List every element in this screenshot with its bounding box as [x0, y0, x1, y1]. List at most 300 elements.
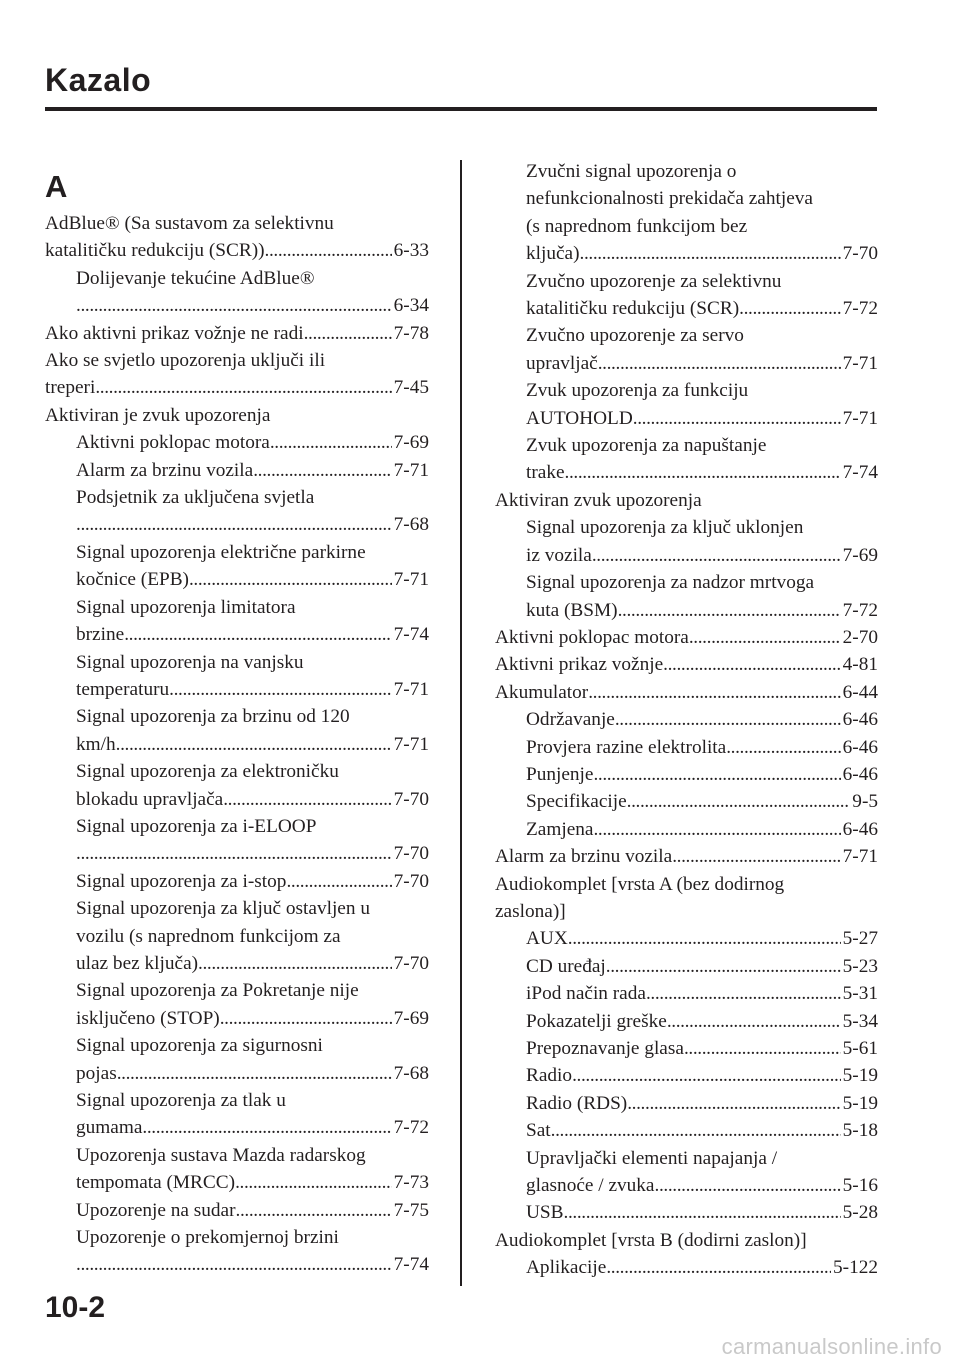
dot-leader: [117, 1060, 392, 1087]
entry-text: Aktivni poklopac motora: [495, 626, 689, 648]
index-entry: [495, 871, 878, 926]
entry-text: temperaturu: [76, 678, 170, 700]
index-entry-body: [45, 484, 429, 539]
entry-text: Signal upozorenja za i-stop: [76, 870, 287, 892]
entry-text: Upozorenje o prekomjernoj brzini: [76, 1227, 339, 1249]
entry-text: Alarm za brzinu vozila: [76, 459, 254, 481]
page-reference: 6-44: [842, 681, 878, 703]
entry-text: Signal upozorenja za i-ELOOP: [76, 815, 317, 837]
entry-text: iz vozila: [526, 544, 592, 566]
entry-text: Aktivni poklopac motora: [76, 432, 270, 454]
entry-line: [526, 432, 878, 459]
entry-text: treperi: [45, 377, 96, 399]
entry-line: [76, 703, 429, 730]
entry-line: [76, 1197, 429, 1224]
entry-text: (s naprednom funkcijom bez: [526, 215, 748, 237]
entry-text: Aktiviran je zvuk upozorenja: [45, 404, 271, 426]
page-reference: 7-74: [393, 1254, 429, 1276]
index-entry-body: [495, 953, 878, 980]
entry-line: [526, 788, 878, 815]
index-entry: [495, 953, 878, 980]
entry-line: [76, 649, 429, 676]
entry-line: [76, 786, 429, 813]
page-reference: 7-72: [842, 298, 878, 320]
entry-text: kočnice (EPB): [76, 569, 189, 591]
index-entry-body: [495, 1035, 878, 1062]
entry-line: [526, 1062, 878, 1089]
entry-line: [526, 734, 878, 761]
entry-line: [526, 925, 878, 952]
index-entry: [495, 706, 878, 733]
entry-text: katalitičku redukciju (SCR): [526, 298, 740, 320]
index-entry: [495, 1062, 878, 1089]
index-entry: [495, 624, 878, 651]
entry-line: [76, 265, 429, 292]
dot-leader: [124, 621, 391, 648]
entry-line: [76, 1060, 429, 1087]
index-entry-body: [45, 539, 429, 594]
dot-leader: [588, 679, 840, 706]
index-entry: [45, 1142, 429, 1197]
entry-line: [526, 213, 878, 240]
index-entry-body: [45, 265, 429, 320]
index-entry-body: [45, 758, 429, 813]
entry-text: Audiokomplet [vrsta B (dodirni zaslon)]: [495, 1229, 807, 1251]
entry-text: Ako aktivni prikaz vožnje ne radi: [45, 322, 304, 344]
entry-line: [76, 731, 429, 758]
column-divider: [460, 160, 462, 1286]
entry-line: [526, 185, 878, 212]
entry-text: Signal upozorenja na vanjsku: [76, 651, 304, 673]
entry-line: [76, 539, 429, 566]
page-reference: 5-27: [842, 928, 878, 950]
index-entry: [45, 210, 429, 265]
entry-line: [76, 923, 429, 950]
entry-text: Signal upozorenja za elektroničku: [76, 761, 339, 783]
entry-text: Provjera razine elektrolita: [526, 736, 727, 758]
dot-leader: [142, 1114, 391, 1141]
index-entry-body: [495, 1199, 878, 1226]
entry-text: Alarm za brzinu vozila: [495, 846, 673, 868]
entry-line: [76, 977, 429, 1004]
entry-line: [526, 1254, 878, 1281]
entry-text: Aktiviran zvuk upozorenja: [495, 489, 702, 511]
dot-leader: [568, 925, 841, 952]
index-entry: [495, 651, 878, 678]
dot-leader: [663, 651, 841, 678]
entry-text: AUX: [526, 928, 568, 950]
entry-text: Radio (RDS): [526, 1092, 628, 1114]
index-entry: [495, 1035, 878, 1062]
page-reference: 2-70: [842, 626, 878, 648]
index-entry-body: [495, 158, 878, 268]
entry-line: [76, 429, 429, 456]
entry-text: Signal upozorenja za brzinu od 120: [76, 706, 350, 728]
entry-line: [76, 1169, 429, 1196]
dot-leader: [633, 405, 841, 432]
page-reference: 6-46: [842, 763, 878, 785]
index-entry: [495, 1254, 878, 1281]
index-entry-body: [45, 594, 429, 649]
page-reference: 5-18: [842, 1120, 878, 1142]
entry-line: [495, 679, 878, 706]
entry-text: Ako se svjetlo upozorenja uključi ili: [45, 350, 326, 372]
dot-leader: [564, 1199, 841, 1226]
index-entry-body: [495, 925, 878, 952]
entry-line: [526, 240, 878, 267]
entry-text: Signal upozorenja električne parkirne: [76, 541, 366, 563]
index-entry: [45, 895, 429, 977]
page-title: Kazalo: [45, 62, 152, 98]
entry-text: Upozorenje na sudar: [76, 1199, 236, 1221]
index-entry-body: [495, 377, 878, 432]
index-entry: [45, 813, 429, 868]
index-entry: [495, 1008, 878, 1035]
index-entry-body: [45, 977, 429, 1032]
dot-leader: [689, 624, 841, 651]
entry-line: [45, 237, 429, 264]
dot-leader: [253, 457, 391, 484]
page-reference: 4-81: [842, 654, 878, 676]
entry-line: [76, 594, 429, 621]
page-reference: 7-71: [393, 733, 429, 755]
index-entry: [495, 734, 878, 761]
entry-text: Upravljački elementi napajanja /: [526, 1147, 778, 1169]
entry-line: [76, 511, 429, 538]
dot-leader: [198, 950, 392, 977]
page-reference: 6-46: [842, 818, 878, 840]
page-reference: 7-74: [393, 624, 429, 646]
index-column-left: [45, 158, 429, 1279]
page-reference: 6-46: [842, 736, 878, 758]
entry-line: [526, 1172, 878, 1199]
index-entry: [45, 703, 429, 758]
index-entry: [45, 347, 429, 402]
entry-line: [526, 706, 878, 733]
index-entry-body: [495, 788, 878, 815]
page-reference: 5-19: [842, 1065, 878, 1087]
index-entry-body: [45, 1197, 429, 1224]
index-entry: [45, 265, 429, 320]
entry-text: USB: [526, 1202, 564, 1224]
index-entry: [45, 429, 429, 456]
index-entry: [45, 868, 429, 895]
entry-text: Održavanje: [526, 709, 615, 731]
entry-line: [76, 676, 429, 703]
entry-text: Specifikacije: [526, 791, 627, 813]
entry-text: nefunkcionalnosti prekidača zahtjeva: [526, 188, 813, 210]
index-entry-body: [495, 980, 878, 1007]
entry-line: [526, 1199, 878, 1226]
index-entry: [495, 377, 878, 432]
index-entry-body: [495, 1254, 878, 1281]
index-entry: [45, 1197, 429, 1224]
entry-line: [495, 624, 878, 651]
entry-line: [526, 1090, 878, 1117]
page-reference: 7-45: [393, 377, 429, 399]
entry-text: Signal upozorenja za tlak u: [76, 1090, 286, 1111]
index-entry-body: [45, 347, 429, 402]
index-entry-body: [495, 514, 878, 569]
entry-text: upravljač: [526, 352, 598, 374]
index-entry-body: [495, 624, 878, 651]
page-reference: 7-69: [393, 432, 429, 454]
dot-leader: [593, 816, 840, 843]
entry-line: [76, 1005, 429, 1032]
index-entry: [495, 1199, 878, 1226]
index-entry-body: [45, 457, 429, 484]
entry-text: Aktivni prikaz vožnje: [495, 654, 664, 676]
entry-line: [76, 840, 429, 867]
entry-line: [526, 405, 878, 432]
index-entry-body: [45, 813, 429, 868]
index-entry-body: [495, 761, 878, 788]
entry-line: [76, 566, 429, 593]
entry-text: glasnoće / zvuka: [526, 1175, 655, 1197]
entry-line: [526, 295, 878, 322]
entry-line: [526, 268, 878, 295]
entry-text: vozilu (s naprednom funkcijom za: [76, 925, 341, 947]
dot-leader: [615, 706, 841, 733]
index-entry-body: [495, 843, 878, 870]
index-entry: [495, 514, 878, 569]
entry-line: [45, 320, 429, 347]
index-entry: [495, 1117, 878, 1144]
entry-text: AUTOHOLD: [526, 407, 633, 429]
index-entry-body: [45, 402, 429, 429]
index-entry: [495, 158, 878, 268]
index-entry: [45, 649, 429, 704]
entry-line: [76, 950, 429, 977]
index-column-right: [495, 158, 878, 1282]
entry-text: kuta (BSM): [526, 599, 618, 621]
page-reference: 7-70: [393, 870, 429, 892]
dot-leader: [286, 868, 391, 895]
index-entry: [45, 594, 429, 649]
index-entry-body: [495, 1117, 878, 1144]
entry-text: Signal upozorenja za ključ uklonjen: [526, 517, 804, 539]
index-entry-body: [45, 429, 429, 456]
entry-text: Aplikacije: [526, 1257, 607, 1279]
entry-line: [495, 871, 878, 898]
entry-line: [76, 1224, 429, 1251]
entry-text: pojas: [76, 1062, 117, 1084]
index-entry-body: [45, 320, 429, 347]
dot-leader: [672, 843, 840, 870]
index-entry-body: [495, 1227, 878, 1254]
dot-leader: [116, 731, 392, 758]
entry-list: [45, 210, 429, 1279]
dot-leader: [304, 320, 392, 347]
page-reference: 7-72: [393, 1117, 429, 1139]
index-entry-body: [45, 210, 429, 265]
page-reference: 7-73: [393, 1172, 429, 1194]
entry-line: [76, 1142, 429, 1169]
index-entry-body: [45, 649, 429, 704]
entry-text: Pokazatelji greške: [526, 1010, 667, 1032]
index-entry: [495, 322, 878, 377]
dot-leader: [76, 840, 392, 867]
entry-list: [495, 158, 878, 1282]
entry-line: [76, 895, 429, 922]
entry-text: Signal upozorenja za ključ ostavljen u: [76, 898, 370, 920]
page-reference: 7-70: [393, 952, 429, 974]
entry-line: [495, 651, 878, 678]
page-number: 10-2: [45, 1291, 106, 1324]
entry-text: CD uređaj: [526, 955, 606, 977]
dot-leader: [189, 566, 392, 593]
index-entry-body: [495, 734, 878, 761]
index-entry: [495, 487, 878, 514]
entry-line: [526, 761, 878, 788]
entry-line: [526, 1145, 878, 1172]
entry-text: Signal upozorenja za nadzor mrtvoga: [526, 572, 815, 594]
entry-line: [526, 953, 878, 980]
entry-text: Punjenje: [526, 763, 594, 785]
dot-leader: [593, 761, 840, 788]
dot-leader: [606, 953, 841, 980]
index-entry-body: [495, 569, 878, 624]
index-entry-body: [495, 268, 878, 323]
page-reference: 9-5: [852, 791, 878, 813]
index-entry: [45, 1032, 429, 1087]
entry-text: Zvučno upozorenje za selektivnu: [526, 270, 782, 292]
page-reference: 7-70: [842, 243, 878, 265]
page-reference: 5-16: [842, 1175, 878, 1197]
page-reference: 5-31: [842, 983, 878, 1005]
index-entry: [45, 977, 429, 1032]
index-entry: [495, 432, 878, 487]
page-reference: 5-23: [842, 955, 878, 977]
index-entry: [495, 788, 878, 815]
page-reference: 7-70: [393, 788, 429, 810]
index-entry: [495, 1227, 878, 1254]
entry-text: Audiokomplet [vrsta A (bez dodirnog: [495, 873, 785, 895]
watermark: carmanualsonline.info: [721, 1334, 942, 1359]
index-entry: [495, 761, 878, 788]
entry-line: [526, 1035, 878, 1062]
entry-line: [526, 459, 878, 486]
entry-line: [495, 1227, 878, 1254]
index-entry-body: [495, 1145, 878, 1200]
entry-text: Zamjena: [526, 818, 594, 840]
section-letter: A: [45, 169, 68, 204]
index-entry-body: [495, 1090, 878, 1117]
index-entry-body: [495, 651, 878, 678]
page-reference: 5-34: [842, 1010, 878, 1032]
entry-text: Sat: [526, 1120, 551, 1142]
entry-line: [76, 1114, 429, 1141]
page-reference: 7-71: [393, 569, 429, 591]
dot-leader: [646, 980, 841, 1007]
index-entry-body: [45, 1142, 429, 1197]
entry-text: zaslona)]: [495, 900, 566, 922]
dot-leader: [76, 292, 392, 319]
entry-line: [76, 1251, 429, 1278]
dot-leader: [236, 1197, 392, 1224]
header-rule: [45, 107, 877, 111]
entry-text: AdBlue® (Sa sustavom za selektivnu: [45, 213, 334, 234]
dot-leader: [220, 1005, 392, 1032]
index-entry: [495, 1145, 878, 1200]
index-entry: [45, 457, 429, 484]
index-entry-body: [495, 322, 878, 377]
page-reference: 6-46: [842, 709, 878, 731]
entry-text: Upozorenja sustava Mazda radarskog: [76, 1144, 366, 1166]
entry-text: ulaz bez ključa): [76, 952, 199, 974]
index-entry-body: [45, 1224, 429, 1279]
entry-line: [76, 292, 429, 319]
page-reference: 5-28: [842, 1202, 878, 1224]
entry-line: [76, 1087, 429, 1114]
index-entry: [45, 539, 429, 594]
page-reference: 7-68: [393, 514, 429, 536]
index-entry: [45, 758, 429, 813]
dot-leader: [627, 1090, 840, 1117]
index-entry: [45, 1087, 429, 1142]
index-entry-body: [495, 432, 878, 487]
index-entry: [45, 484, 429, 539]
entry-text: Signal upozorenja limitatora: [76, 596, 296, 618]
entry-line: [76, 1032, 429, 1059]
index-entry-body: [495, 1008, 878, 1035]
entry-text: tempomata (MRCC): [76, 1172, 236, 1194]
entry-text: blokadu upravljača: [76, 788, 224, 810]
entry-text: Radio: [526, 1065, 573, 1087]
dot-leader: [655, 1172, 841, 1199]
dot-leader: [627, 788, 851, 815]
entry-line: [45, 374, 429, 401]
index-entry-body: [45, 703, 429, 758]
entry-text: iPod način rada: [526, 983, 646, 1005]
index-entry: [45, 1224, 429, 1279]
dot-leader: [169, 676, 392, 703]
dot-leader: [572, 1062, 841, 1089]
dot-leader: [667, 1008, 841, 1035]
entry-line: [526, 322, 878, 349]
index-entry-body: [45, 1032, 429, 1087]
page-reference: 7-69: [842, 544, 878, 566]
dot-leader: [76, 1251, 392, 1278]
page-reference: 5-122: [833, 1257, 878, 1279]
index-entry-body: [495, 706, 878, 733]
entry-line: [526, 980, 878, 1007]
index-entry-body: [495, 679, 878, 706]
entry-line: [526, 514, 878, 541]
index-entry-body: [495, 487, 878, 514]
entry-text: Signal upozorenja za sigurnosni: [76, 1035, 323, 1057]
entry-line: [526, 816, 878, 843]
page-reference: 5-19: [842, 1092, 878, 1114]
index-entry: [45, 320, 429, 347]
entry-text: brzine: [76, 624, 125, 646]
entry-line: [495, 898, 878, 925]
entry-text: Dolijevanje tekućine AdBlue®: [76, 267, 315, 289]
entry-line: [526, 377, 878, 404]
entry-line: [526, 350, 878, 377]
dot-leader: [235, 1169, 392, 1196]
entry-line: [76, 484, 429, 511]
entry-text: ključa): [526, 243, 580, 265]
page-reference: 7-70: [393, 843, 429, 865]
index-entry-body: [495, 816, 878, 843]
entry-text: Signal upozorenja za Pokretanje nije: [76, 980, 359, 1002]
dot-leader: [265, 237, 392, 264]
page-reference: 7-71: [393, 459, 429, 481]
index-entry: [495, 268, 878, 323]
dot-leader: [580, 240, 841, 267]
page-reference: 7-71: [393, 678, 429, 700]
